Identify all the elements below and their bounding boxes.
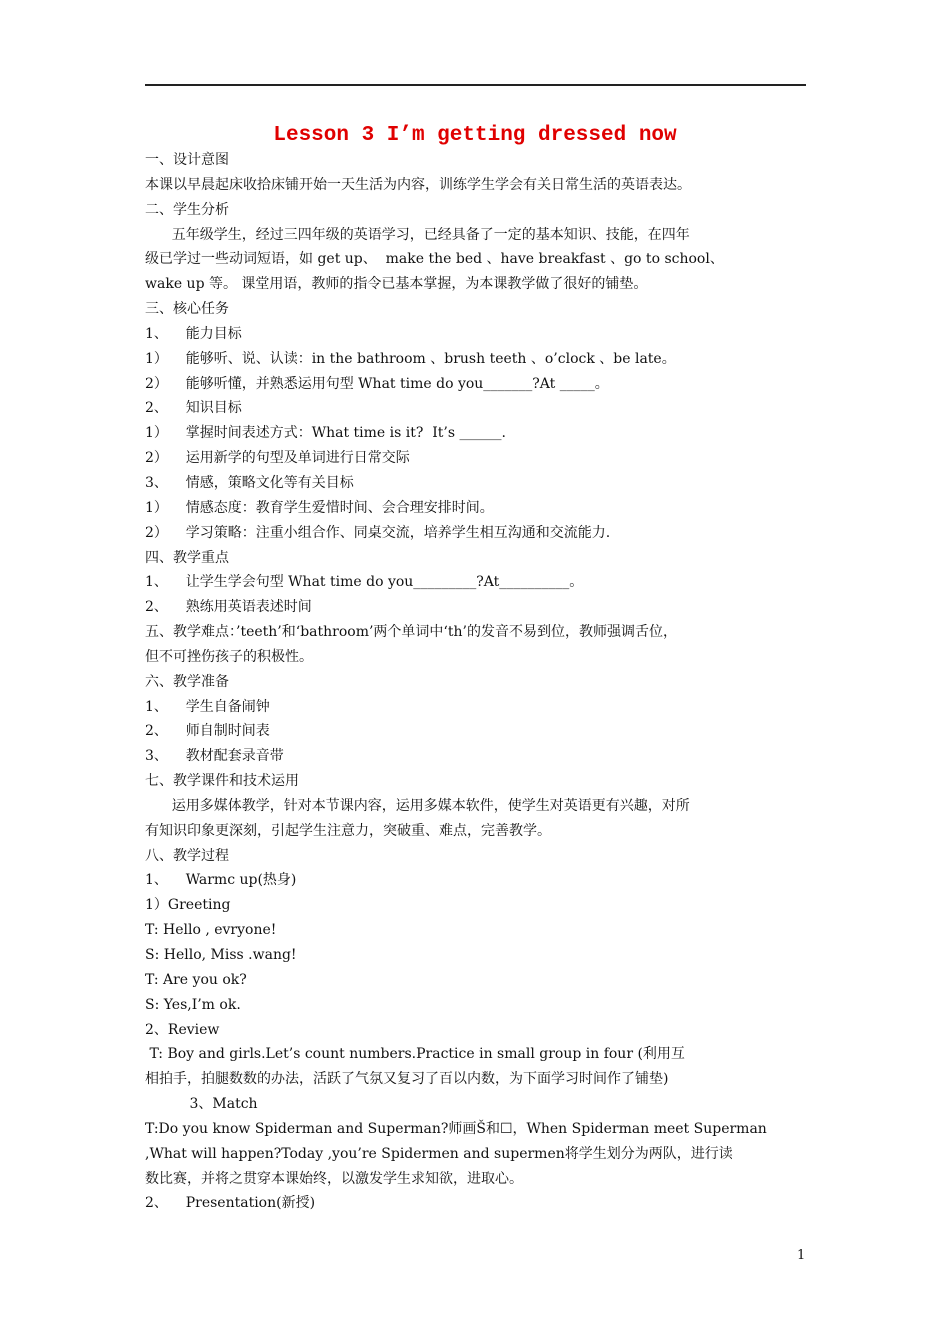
text-line: 相拍手，拍腿数数的办法，活跃了气氛又复习了百以内数，为下面学习时间作了铺垫) <box>145 1071 669 1088</box>
text-line: 运用多媒体教学，针对本节课内容，运用多媒本软件，使学生对英语更有兴趣，对所 <box>145 797 690 814</box>
text-line: 1） 情感态度：教育学生爱惜时间、会合理安排时间。 <box>145 499 494 516</box>
text-line: 2、 知识目标 <box>145 400 242 417</box>
text-line: 六、教学准备 <box>145 673 229 690</box>
text-line: 二、学生分析 <box>145 201 229 218</box>
text-line: 1）Greeting <box>145 897 231 914</box>
text-line: 但不可挫伤孩子的积极性。 <box>145 648 313 665</box>
text-line: 四、教学重点 <box>145 549 229 566</box>
text-line: T: Hello , evryone! <box>145 922 277 939</box>
header-rule <box>145 84 806 86</box>
text-line: T:Do you know Spiderman and Superman?师画Š和☐，When Spiderman meet Superman <box>145 1120 767 1137</box>
text-line: 一、设计意图 <box>145 152 229 168</box>
text-line: 1、 Warmc up(热身) <box>145 872 297 889</box>
text-line: 3、 情感，策略文化等有关目标 <box>145 474 354 491</box>
text-line: 1、 让学生学会句型 What time do you_________?At__________。 <box>145 574 584 591</box>
text-line: 2、 熟练用英语表述时间 <box>145 599 312 616</box>
text-line: ,What will happen?Today ,you’re Spidermen and supermen将学生划分为两队，进行读 <box>145 1145 733 1162</box>
text-line: T: Are you ok? <box>145 971 247 988</box>
text-line: 2、 Presentation(新授) <box>145 1195 316 1212</box>
document-body <box>145 148 813 1216</box>
lesson-title: Lesson 3 I’m getting dressed now <box>273 124 677 147</box>
text-line: 1） 掌握时间表述方式：What time is it? It’s ______. <box>145 425 506 442</box>
text-line: 2） 能够听懂，并熟悉运用句型 What time do you_______?At _____。 <box>145 375 609 392</box>
text-line: 级已学过一些动词短语，如 get up、 make the bed 、have breakfast 、go to school、 <box>145 251 724 268</box>
text-line: 八、教学过程 <box>145 847 229 864</box>
text-line: T: Boy and girls.Let’s count numbers.Practice in small group in four (利用互 <box>145 1046 685 1063</box>
text-line: 1） 能够听、说、认读：in the bathroom 、brush teeth 、o’clock 、be late。 <box>145 350 676 367</box>
text-line: 2） 学习策略：注重小组合作、同桌交流，培养学生相互沟通和交流能力. <box>145 524 611 541</box>
text-line: 1、 能力目标 <box>145 325 242 342</box>
text-line: 3、 教材配套录音带 <box>145 748 284 765</box>
text-line: 三、核心任务 <box>145 301 229 318</box>
text-line: S: Yes,I’m ok. <box>145 996 241 1013</box>
text-line: 2、Review <box>145 1021 220 1038</box>
text-line: wake up 等。 课堂用语，教师的指令已基本掌握，为本课教学做了很好的铺垫。 <box>145 276 648 293</box>
text-line: 2） 运用新学的句型及单词进行日常交际 <box>145 450 410 467</box>
text-line: 2、 师自制时间表 <box>145 723 270 740</box>
text-line: 本课以早晨起床收拾床铺开始一天生活为内容，训练学生学会有关日常生活的英语表达。 <box>145 176 691 193</box>
text-line: 3、Match <box>145 1096 258 1113</box>
text-line: 五、教学难点：’teeth’和‘bathroom’两个单词中‘th’的发音不易到位，教师强调舌位， <box>145 624 677 641</box>
text-line: 数比赛，并将之贯穿本课始终，以激发学生求知欲，进取心。 <box>145 1170 523 1187</box>
text-line: 1、 学生自备闹钟 <box>145 698 270 715</box>
text-line: 有知识印象更深刻，引起学生注意力，突破重、难点，完善教学。 <box>145 822 551 839</box>
text-line: 五年级学生，经过三四年级的英语学习，已经具备了一定的基本知识、技能，在四年 <box>145 226 690 243</box>
text-line: 七、教学课件和技术运用 <box>145 773 299 790</box>
text-line: S: Hello, Miss .wang! <box>145 947 297 963</box>
page-number: 1 <box>797 1248 806 1263</box>
